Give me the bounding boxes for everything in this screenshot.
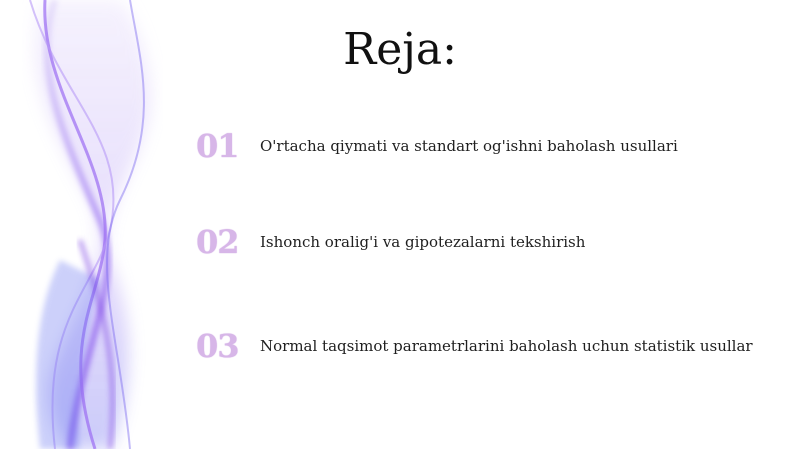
list-item bbox=[196, 124, 678, 168]
list-item bbox=[196, 220, 585, 264]
slide-title: Reja: bbox=[343, 24, 457, 75]
purple-smoke-ribbon-decoration bbox=[0, 0, 200, 449]
item-text: O'rtacha qiymati va standart og'ishni baholash usullari bbox=[260, 137, 678, 155]
item-number: 02 bbox=[196, 223, 239, 261]
item-number: 01 bbox=[196, 127, 239, 165]
item-text: Normal taqsimot parametrlarini baholash uchun statistik usullar bbox=[260, 337, 753, 355]
item-text: Ishonch oralig'i va gipotezalarni tekshirish bbox=[260, 233, 586, 251]
item-number: 03 bbox=[196, 327, 239, 365]
list-item bbox=[196, 324, 753, 368]
